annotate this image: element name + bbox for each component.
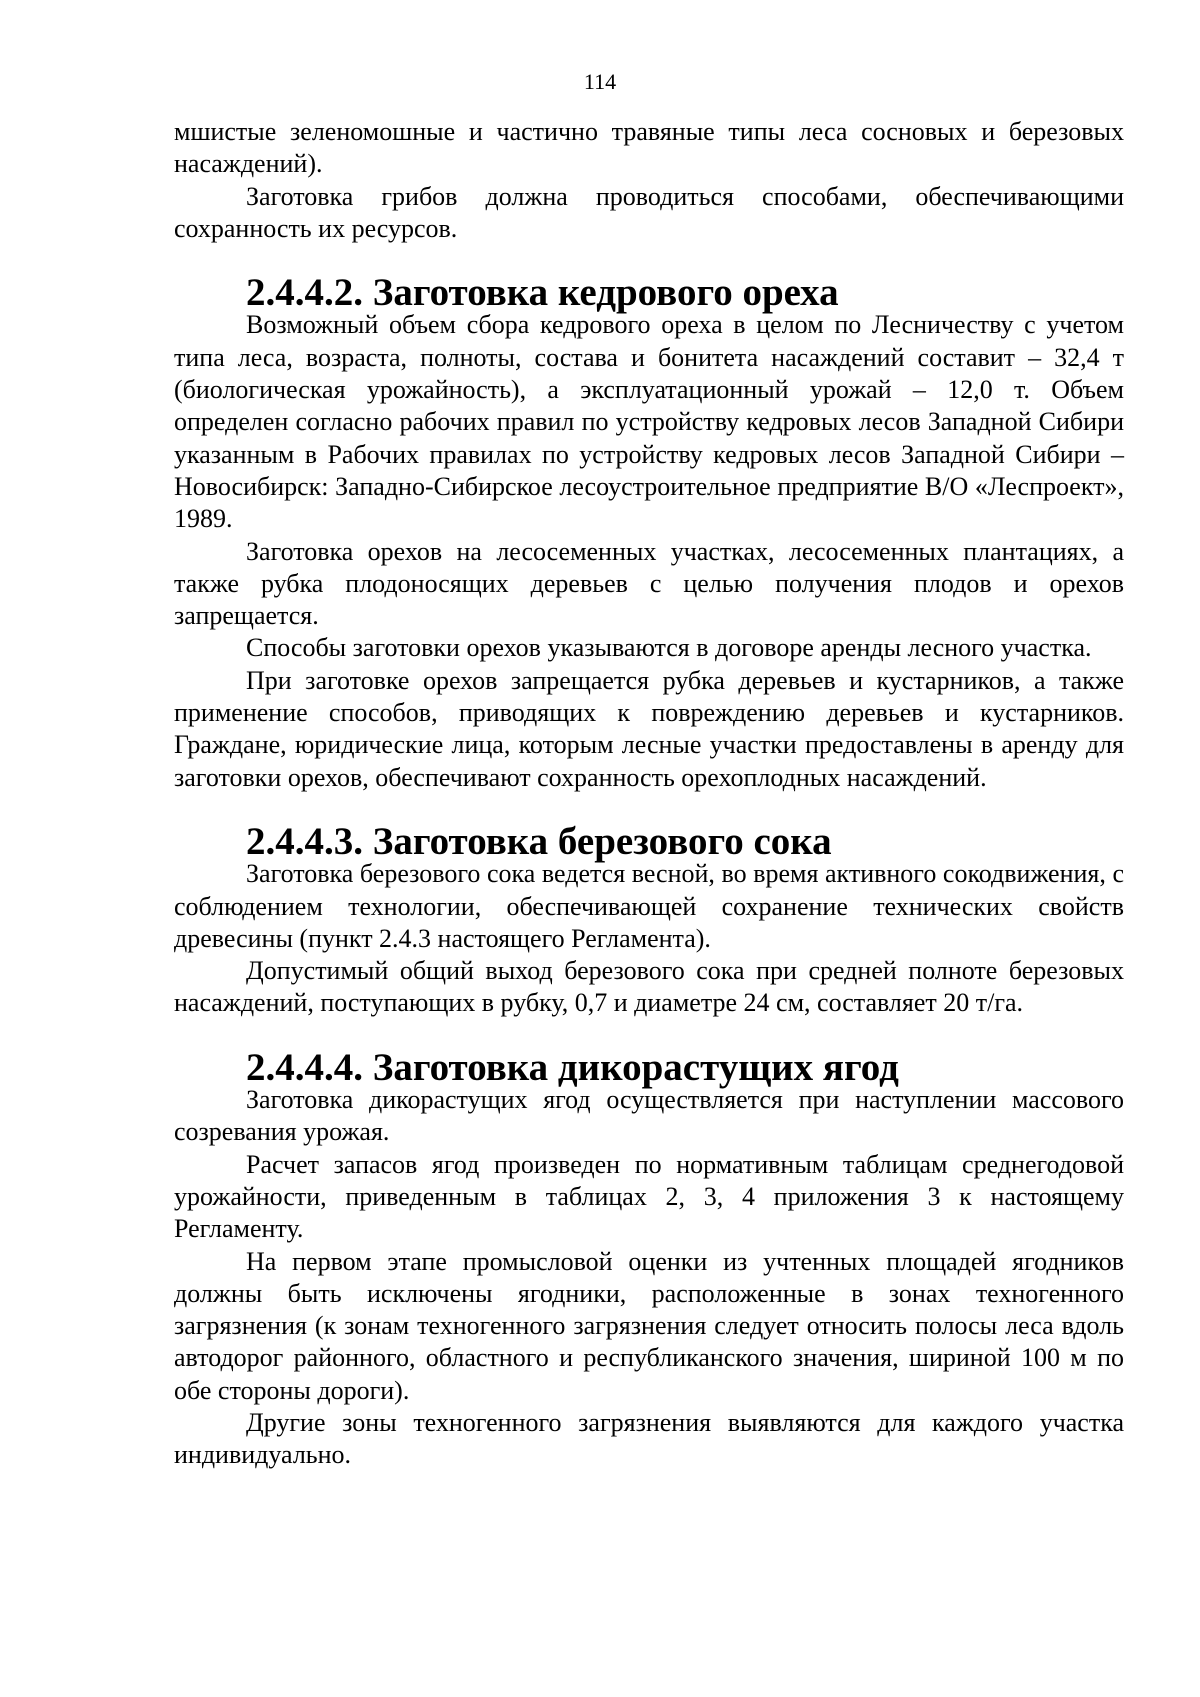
section-wild-berries: [174, 1045, 1124, 1472]
section-heading: 2.4.4.2. Заготовка кедрового ореха: [246, 271, 839, 315]
section-heading: 2.4.4.4. Заготовка дикорастущих ягод: [246, 1045, 899, 1089]
section-cedar-nut: [174, 271, 1124, 794]
paragraph: На первом этапе промысловой оценки из учтенных площадей ягодников должны быть исключены ягодники, расположенные в зонах техногенного загрязнения (к зонам техногенного загрязнения следует относить полосы леса вдоль автодорог районного, областного и республиканского значения, шириной 100 м по обе стороны дороги).: [174, 1246, 1124, 1405]
paragraph: При заготовке орехов запрещается рубка деревьев и кустарников, а также применение способов, приводящих к повреждению деревьев и кустарников. Граждане, юридические лица, которым лесные участки предоставлены в аренду для заготовки орехов, обеспечивают сохранность орехоплодных насаждений.: [174, 665, 1124, 792]
section-heading: 2.4.4.3. Заготовка березового сока: [246, 819, 832, 863]
page-number: 114: [583, 69, 617, 94]
paragraph: Заготовка грибов должна проводиться способами, обеспечивающими сохранность их ресурсов.: [174, 181, 1124, 243]
paragraph: мшистые зеленомошные и частично травяные типы леса сосновых и березовых насаждений).: [174, 117, 1124, 179]
document-body: [174, 116, 1124, 1472]
section-birch-sap: [174, 819, 1124, 1020]
paragraph: Способы заготовки орехов указываются в договоре аренды лесного участка.: [246, 633, 1092, 663]
paragraph: Расчет запасов ягод произведен по нормативным таблицам среднегодовой урожайности, приведенным в таблицах 2, 3, 4 приложения 3 к настоящему Регламенту.: [174, 1149, 1124, 1244]
paragraph: Другие зоны техногенного загрязнения выявляются для каждого участка индивидуально.: [174, 1407, 1124, 1470]
paragraph: Заготовка орехов на лесосеменных участках, лесосеменных плантациях, а также рубка плодоносящих деревьев с целью получения плодов и орехов запрещается.: [174, 536, 1124, 631]
paragraph: Заготовка дикорастущих ягод осуществляется при наступлении массового созревания урожая.: [174, 1085, 1124, 1147]
paragraph: Заготовка березового сока ведется весной, во время активного сокодвижения, с соблюдением технологии, обеспечивающей сохранение технических свойств древесины (пункт 2.4.3 настоящего Регламента).: [174, 859, 1124, 953]
paragraph: Допустимый общий выход березового сока при средней полноте березовых насаждений, поступающих в рубку, 0,7 и диаметре 24 см, составляет 20 т/га.: [174, 956, 1124, 1018]
paragraph: Возможный объем сбора кедрового ореха в целом по Лесничеству с учетом типа леса, возраста, полноты, состава и бонитета насаждений составит – 32,4 т (биологическая урожайность), а эксплуатационный урожай – 12,0 т. Объем определен согласно рабочих правил по устройству кедровых лесов Западной Сибири указанным в Рабочих правилах по устройству кедровых лесов Западной Сибири – Новосибирск: Западно-Сибирское лесоустроительное предприятие В/О «Леспроект», 1989.: [174, 310, 1124, 534]
